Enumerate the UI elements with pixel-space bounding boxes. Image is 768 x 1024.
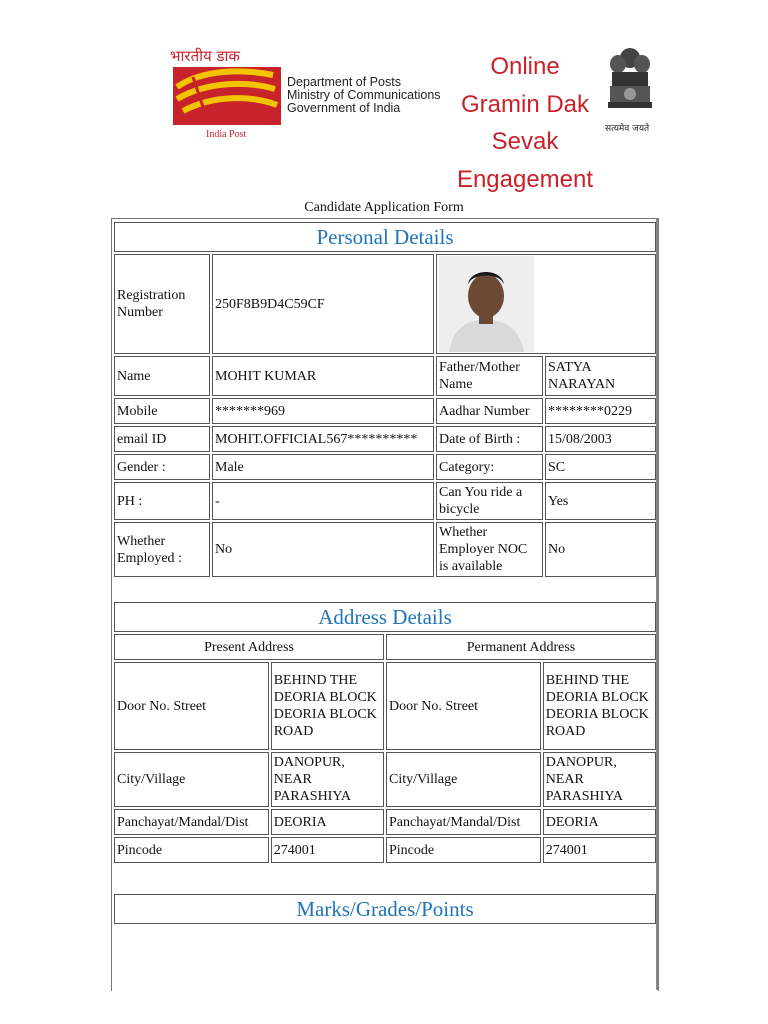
name-label: Name bbox=[114, 356, 210, 396]
address-details-heading: Address Details bbox=[114, 602, 656, 632]
title-line: Sevak bbox=[491, 128, 559, 155]
father-name-value: SATYA NARAYAN bbox=[545, 356, 656, 396]
india-post-hindi-text: भारतीय डाक bbox=[170, 47, 240, 65]
personal-details-table bbox=[112, 220, 658, 579]
india-post-logo bbox=[173, 67, 281, 125]
title-line: Engagement bbox=[456, 165, 594, 193]
mobile-value: *******969 bbox=[212, 398, 434, 424]
category-value: SC bbox=[545, 454, 656, 480]
permanent-panchayat-label: Panchayat/Mandal/Dist bbox=[386, 809, 541, 835]
dob-label: Date of Birth : bbox=[436, 426, 543, 452]
employed-label: Whether Employed : bbox=[114, 522, 210, 577]
personal-details-heading: Personal Details bbox=[114, 222, 656, 252]
permanent-address-heading: Permanent Address bbox=[386, 634, 656, 660]
ph-label: PH : bbox=[114, 482, 210, 520]
permanent-pincode-label: Pincode bbox=[386, 837, 541, 863]
title-line: Gramin Dak bbox=[460, 90, 590, 118]
bicycle-value: Yes bbox=[545, 482, 656, 520]
permanent-door-label: Door No. Street bbox=[386, 662, 541, 750]
present-city-label: City/Village bbox=[114, 752, 269, 807]
dept-line: Ministry of Communications bbox=[287, 88, 441, 102]
dept-line: Department of Posts bbox=[287, 75, 401, 89]
bicycle-label: Can You ride a bicycle bbox=[436, 482, 543, 520]
permanent-city-label: City/Village bbox=[386, 752, 541, 807]
department-block bbox=[287, 76, 441, 115]
name-value: MOHIT KUMAR bbox=[212, 356, 434, 396]
noc-label: Whether Employer NOC is available bbox=[436, 522, 543, 577]
present-pincode-value: 274001 bbox=[271, 837, 384, 863]
present-door-value: BEHIND THE DEORIA BLOCK DEORIA BLOCK ROAD bbox=[271, 662, 384, 750]
present-panchayat-label: Panchayat/Mandal/Dist bbox=[114, 809, 269, 835]
page-title bbox=[440, 48, 610, 198]
present-panchayat-value: DEORIA bbox=[271, 809, 384, 835]
present-door-label: Door No. Street bbox=[114, 662, 269, 750]
present-address-heading: Present Address bbox=[114, 634, 384, 660]
father-name-label: Father/Mother Name bbox=[436, 356, 543, 396]
gender-label: Gender : bbox=[114, 454, 210, 480]
email-value: MOHIT.OFFICIAL567********** bbox=[212, 426, 434, 452]
permanent-city-value: DANOPUR, NEAR PARASHIYA bbox=[543, 752, 656, 807]
permanent-panchayat-value: DEORIA bbox=[543, 809, 656, 835]
ph-value: - bbox=[212, 482, 434, 520]
mobile-label: Mobile bbox=[114, 398, 210, 424]
employed-value: No bbox=[212, 522, 434, 577]
registration-value: 250F8B9D4C59CF bbox=[212, 254, 434, 354]
india-post-label: India Post bbox=[206, 129, 247, 140]
emblem-motto: सत्यमेव जयते bbox=[605, 124, 650, 134]
present-pincode-label: Pincode bbox=[114, 837, 269, 863]
noc-value: No bbox=[545, 522, 656, 577]
permanent-pincode-value: 274001 bbox=[543, 837, 656, 863]
dob-value: 15/08/2003 bbox=[545, 426, 656, 452]
gender-value: Male bbox=[212, 454, 434, 480]
present-city-value: DANOPUR, NEAR PARASHIYA bbox=[271, 752, 384, 807]
aadhar-value: ********0229 bbox=[545, 398, 656, 424]
permanent-door-value: BEHIND THE DEORIA BLOCK DEORIA BLOCK ROAD bbox=[543, 662, 656, 750]
aadhar-label: Aadhar Number bbox=[436, 398, 543, 424]
photo-cell bbox=[436, 254, 656, 354]
marks-heading: Marks/Grades/Points bbox=[114, 894, 656, 924]
national-emblem-icon bbox=[604, 44, 656, 114]
candidate-photo bbox=[439, 256, 534, 352]
address-details-table bbox=[112, 600, 658, 865]
email-label: email ID bbox=[114, 426, 210, 452]
registration-label: Registration Number bbox=[114, 254, 210, 354]
title-line: Online bbox=[490, 53, 560, 80]
dept-line: Government of India bbox=[287, 101, 401, 115]
form-title: Candidate Application Form bbox=[304, 200, 464, 215]
category-label: Category: bbox=[436, 454, 543, 480]
marks-table bbox=[112, 892, 658, 926]
